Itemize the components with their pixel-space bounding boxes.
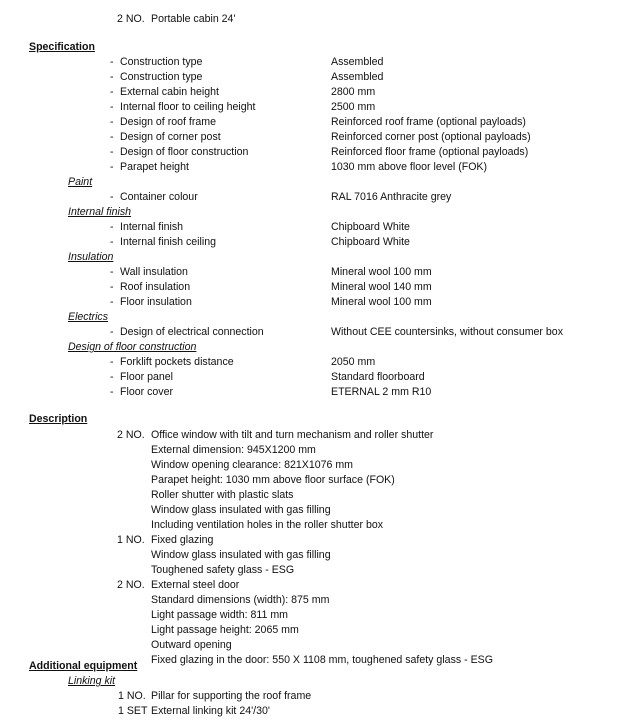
- spec-value: 2800 mm: [331, 86, 376, 98]
- item-detail: Parapet height: 1030 mm above floor surface (FOK): [151, 474, 395, 486]
- item-title: External steel door: [151, 579, 240, 591]
- subsection-title-linking-kit: Linking kit: [68, 675, 116, 687]
- item-detail: Roller shutter with plastic slats: [151, 489, 294, 501]
- subsection-title-line: [0, 674, 617, 689]
- spec-label: External cabin height: [120, 86, 219, 98]
- spec-value: Assembled: [331, 56, 384, 68]
- item-title: Office window with tilt and turn mechanism and roller shutter: [151, 429, 434, 441]
- spec-row: - Design of corner post Reinforced corner post (optional payloads): [110, 131, 531, 143]
- subsection-title-internal-finish: Internal finish: [68, 206, 132, 218]
- description-heading-line: [0, 412, 617, 427]
- spec-row: - Roof insulation Mineral wool 140 mm: [110, 281, 432, 293]
- spec-row: - Floor panel Standard floorboard: [110, 371, 425, 383]
- spec-value: 2500 mm: [331, 101, 376, 113]
- spec-label: Design of electrical connection: [120, 326, 264, 338]
- spec-value: Reinforced roof frame (optional payloads): [331, 116, 526, 128]
- spec-value: Mineral wool 140 mm: [331, 281, 432, 293]
- item-detail: Including ventilation holes in the roller shutter box: [151, 519, 384, 531]
- subsection-title-line: [0, 250, 617, 265]
- spec-row: - Design of roof frame Reinforced roof frame (optional payloads): [110, 116, 526, 128]
- spec-label: Design of corner post: [120, 131, 221, 143]
- item-detail: Light passage width: 811 mm: [151, 609, 289, 621]
- description-item: [0, 533, 617, 548]
- document-header: [0, 12, 617, 27]
- spec-row: - Wall insulation Mineral wool 100 mm: [110, 266, 432, 278]
- item-detail: Fixed glazing in the door: 550 X 1108 mm, toughened safety glass - ESG: [151, 654, 493, 666]
- item-detail: Light passage height: 2065 mm: [151, 624, 299, 636]
- spec-row: - Container colour RAL 7016 Anthracite grey: [110, 191, 452, 203]
- item-detail: Toughened safety glass - ESG: [151, 564, 295, 576]
- description-heading: Description: [29, 413, 88, 425]
- item-qty: 2 NO.: [117, 429, 145, 441]
- item-qty: 2 NO.: [117, 579, 145, 591]
- header-title: Portable cabin 24': [151, 13, 236, 25]
- spec-value: Without CEE countersinks, without consumer box: [331, 326, 563, 338]
- spec-label: Internal floor to ceiling height: [120, 101, 256, 113]
- specification-heading: Specification: [29, 41, 95, 53]
- spec-value: Reinforced corner post (optional payloads): [331, 131, 531, 143]
- subsection-title-floor-construction: Design of floor construction: [68, 341, 197, 353]
- item-detail: Window opening clearance: 821X1076 mm: [151, 459, 353, 471]
- spec-label: Construction type: [120, 56, 203, 68]
- spec-value: Mineral wool 100 mm: [331, 296, 432, 308]
- spec-label: Wall insulation: [120, 266, 188, 278]
- item-qty: 1 NO.: [117, 534, 145, 546]
- header-qty: 2 NO.: [117, 13, 145, 25]
- spec-label: Construction type: [120, 71, 203, 83]
- subsection-title-line: [0, 205, 617, 220]
- specification-heading-line: [0, 40, 617, 55]
- spec-value: Standard floorboard: [331, 371, 425, 383]
- spec-label: Internal finish: [120, 221, 184, 233]
- spec-value: Chipboard White: [331, 221, 410, 233]
- additional-equipment-heading: Additional equipment: [29, 660, 138, 672]
- spec-value: 1030 mm above floor level (FOK): [331, 161, 488, 173]
- spec-label: Floor cover: [120, 386, 173, 398]
- additional-equipment-heading-line: [0, 659, 617, 674]
- item-detail: Window glass insulated with gas filling: [151, 504, 331, 516]
- subsection-title-electrics: Electrics: [68, 311, 109, 323]
- subsection-title-line: [0, 340, 617, 355]
- spec-label: Floor panel: [120, 371, 173, 383]
- item-detail: Window glass insulated with gas filling: [151, 549, 331, 561]
- spec-row: - Parapet height 1030 mm above floor level (FOK): [110, 161, 488, 173]
- item-detail: Outward opening: [151, 639, 232, 651]
- spec-label: Forklift pockets distance: [120, 356, 234, 368]
- spec-row: - Internal floor to ceiling height 2500 mm: [110, 101, 376, 113]
- description-item: [0, 428, 617, 443]
- spec-value: 2050 mm: [331, 356, 376, 368]
- spec-label: Roof insulation: [120, 281, 191, 293]
- spec-row: - Internal finish ceiling Chipboard White: [110, 236, 410, 248]
- item-detail: External dimension: 945X1200 mm: [151, 444, 316, 456]
- spec-row: - Design of floor construction Reinforced floor frame (optional payloads): [110, 146, 529, 158]
- spec-label: Internal finish ceiling: [120, 236, 216, 248]
- item-qty: 1 NO.: [118, 690, 146, 702]
- item-title: External linking kit 24'/30': [151, 705, 270, 717]
- spec-row: - Floor cover ETERNAL 2 mm R10: [110, 386, 432, 398]
- item-title: Fixed glazing: [151, 534, 214, 546]
- item-detail: Standard dimensions (width): 875 mm: [151, 594, 330, 606]
- spec-value: Reinforced floor frame (optional payloads): [331, 146, 529, 158]
- spec-row: - Internal finish Chipboard White: [110, 221, 410, 233]
- spec-value: RAL 7016 Anthracite grey: [331, 191, 452, 203]
- subsection-title-paint: Paint: [68, 176, 93, 188]
- spec-row: - Floor insulation Mineral wool 100 mm: [110, 296, 432, 308]
- item-qty: 1 SET: [118, 705, 148, 717]
- equipment-item: [0, 689, 617, 704]
- description-item: [0, 578, 617, 593]
- spec-value: Chipboard White: [331, 236, 410, 248]
- spec-value: ETERNAL 2 mm R10: [331, 386, 432, 398]
- spec-row: - Design of electrical connection Without CEE countersinks, without consumer box: [110, 326, 563, 338]
- subsection-title-insulation: Insulation: [68, 251, 114, 263]
- spec-row: - Construction type Assembled: [110, 71, 384, 83]
- subsection-title-line: [0, 175, 617, 190]
- equipment-item: [0, 704, 617, 719]
- spec-label: Design of floor construction: [120, 146, 249, 158]
- spec-value: Assembled: [331, 71, 384, 83]
- spec-row: - Forklift pockets distance 2050 mm: [110, 356, 376, 368]
- item-title: Pillar for supporting the roof frame: [151, 690, 312, 702]
- spec-row: - Construction type Assembled: [110, 56, 384, 68]
- spec-value: Mineral wool 100 mm: [331, 266, 432, 278]
- spec-label: Design of roof frame: [120, 116, 216, 128]
- spec-row: - External cabin height 2800 mm: [110, 86, 376, 98]
- spec-label: Floor insulation: [120, 296, 192, 308]
- spec-label: Container colour: [120, 191, 198, 203]
- spec-label: Parapet height: [120, 161, 189, 173]
- subsection-title-line: [0, 310, 617, 325]
